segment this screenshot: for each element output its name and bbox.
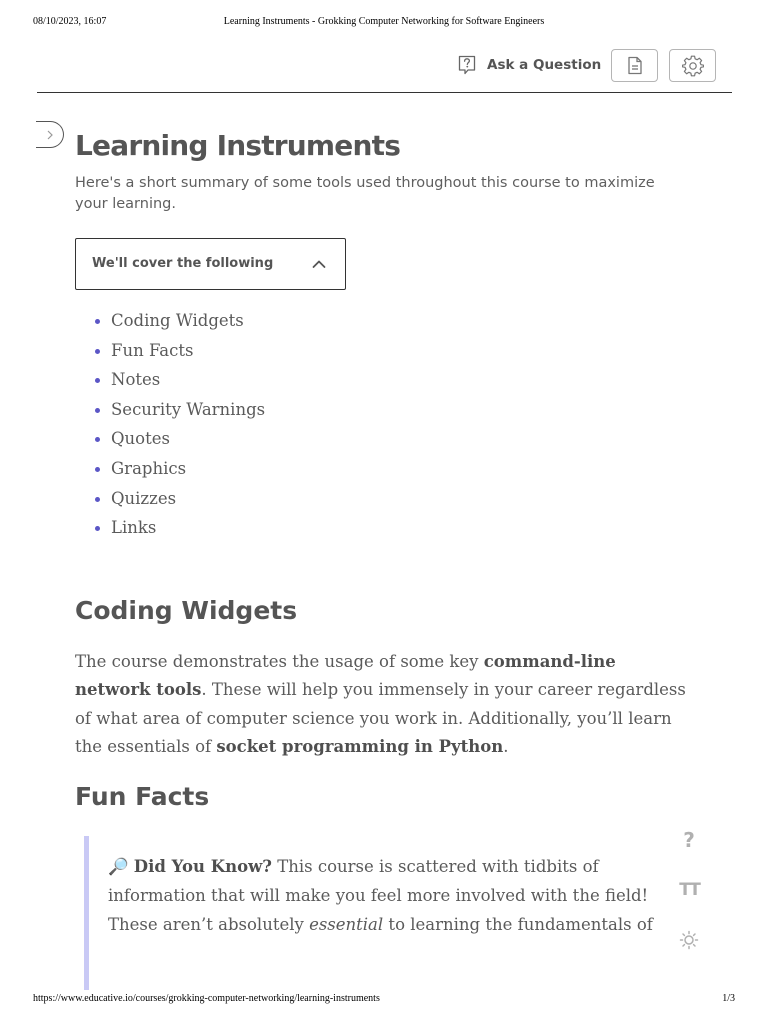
print-date: 08/10/2023, 16:07 xyxy=(33,16,107,27)
print-page-number: 1/3 xyxy=(722,993,735,1004)
toc-item-notes[interactable]: Notes xyxy=(93,365,695,395)
chevron-right-icon xyxy=(46,130,54,140)
sun-icon-graphic xyxy=(679,930,699,950)
toc-toggle[interactable] xyxy=(75,238,346,290)
magnifier-icon: 🔎 xyxy=(108,857,129,876)
fun-fact-text xyxy=(108,852,660,939)
settings-button[interactable] xyxy=(669,49,716,82)
fun-fact-text-1: This course is scattered with tidbits of information that will make you feel more involved with the field! These aren’t absolutely xyxy=(108,857,649,934)
print-url: https://www.educative.io/courses/grokking-computer-networking/learning-instruments xyxy=(33,993,380,1004)
help-icon[interactable]: ? xyxy=(683,828,695,852)
page-summary: Here's a short summary of some tools used throughout this course to maximize your learning. xyxy=(75,175,655,212)
coding-bold-2: socket programming in Python xyxy=(216,737,504,757)
page-title: Learning Instruments xyxy=(75,129,401,162)
lesson-content xyxy=(75,126,695,814)
toc-item-links[interactable]: Links xyxy=(93,513,695,543)
sun-icon[interactable] xyxy=(678,928,700,952)
coding-text-2: . These will help you immensely in your career regardless of what area of computer science you work in. Additionally, you’ll learn the essentials of xyxy=(75,680,686,757)
toc-item-fun-facts[interactable]: Fun Facts xyxy=(93,336,695,366)
coding-widgets-paragraph xyxy=(75,648,695,762)
print-title: Learning Instruments - Grokking Computer Networking for Software Engineers xyxy=(223,16,545,27)
question-box-icon xyxy=(458,55,476,75)
text-size-icon[interactable]: TT xyxy=(679,880,699,900)
toc-item-coding-widgets[interactable]: Coding Widgets xyxy=(93,306,695,336)
toc-label: We'll cover the following xyxy=(92,256,274,271)
coding-bold-1: command-line network tools xyxy=(75,651,616,700)
ask-question-label: Ask a Question xyxy=(487,57,602,73)
fun-fact-lead: Did You Know? xyxy=(133,857,272,876)
chevron-up-icon xyxy=(312,259,326,269)
coding-text-3: . xyxy=(503,737,509,757)
toc-list xyxy=(75,306,695,543)
toc-item-quizzes[interactable]: Quizzes xyxy=(93,484,695,514)
toc-item-graphics[interactable]: Graphics xyxy=(93,454,695,484)
print-header xyxy=(33,16,735,30)
section-heading-fun-facts: Fun Facts xyxy=(75,781,210,811)
coding-text-1: The course demonstrates the usage of some key xyxy=(75,651,484,671)
fun-fact-text-2: to learning the fundamentals of xyxy=(383,915,653,934)
header-divider xyxy=(37,92,732,93)
ask-question-button[interactable] xyxy=(458,52,601,78)
sidebar-toggle-button[interactable] xyxy=(36,121,64,148)
print-footer xyxy=(33,993,735,1007)
gear-icon xyxy=(682,55,704,77)
notes-button[interactable] xyxy=(611,49,658,82)
toc-item-quotes[interactable]: Quotes xyxy=(93,424,695,454)
fun-fact-emphasis: essential xyxy=(309,915,384,934)
document-icon xyxy=(627,56,643,75)
fun-fact-callout xyxy=(84,836,664,990)
section-heading-coding-widgets: Coding Widgets xyxy=(75,595,298,625)
top-toolbar xyxy=(0,46,768,86)
toc-item-security-warnings[interactable]: Security Warnings xyxy=(93,395,695,425)
